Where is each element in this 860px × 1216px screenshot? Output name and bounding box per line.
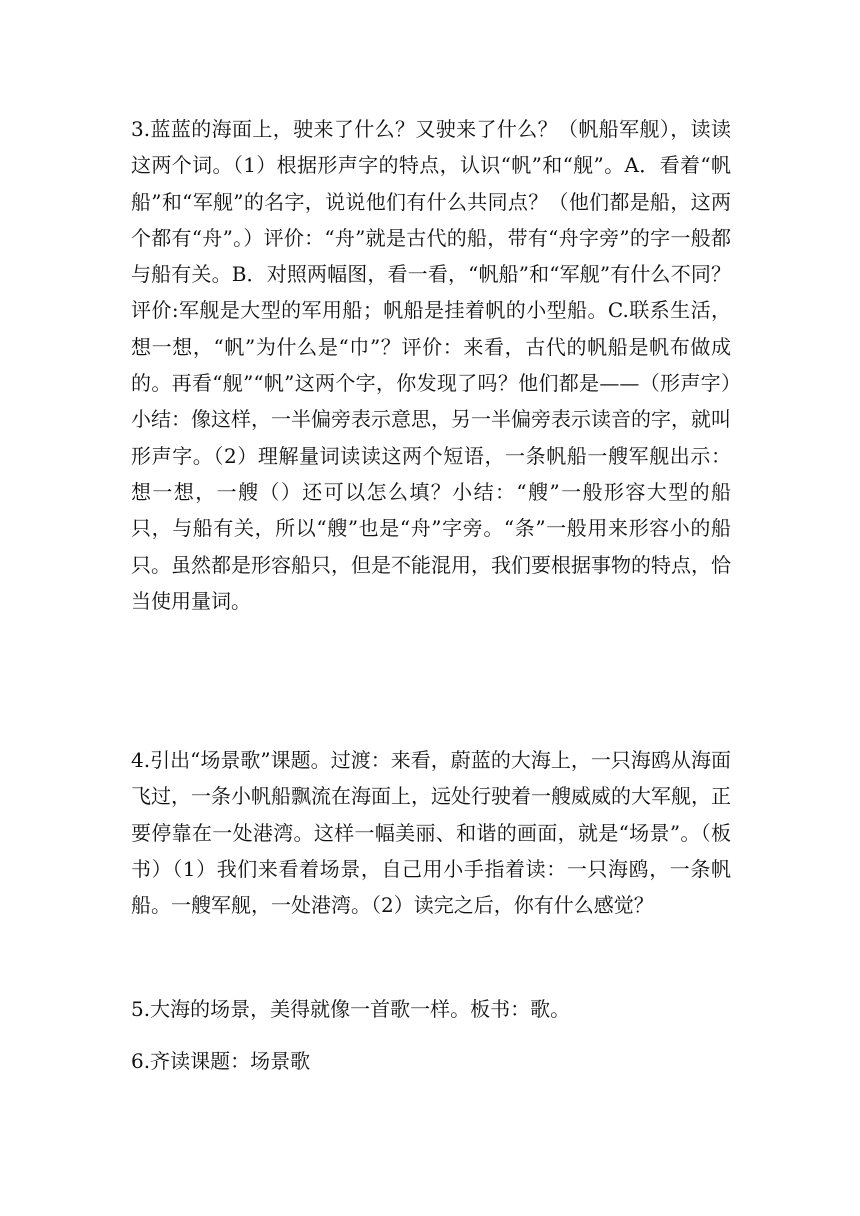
paragraph-step-4: 4.引出“场景歌”课题。过渡：来看，蔚蓝的大海上，一只海鸥从海面飞过，一条小帆船飘流在海面上，远处行驶着一艘威威的大军舰，正要停靠在一处港湾。这样一幅美丽、和谐的画面，就是“场景”。（板书）（1）我们来看着场景，自己用小手指着读：一只海鸥，一条帆船。一艘军舰，一处港湾。（2）读完之后，你有什么感觉？ — [131, 748, 731, 918]
paragraph-step-5: 5.大海的场景，美得就像一首歌一样。板书：歌。 — [131, 997, 571, 1021]
paragraph-step-3: 3.蓝蓝的海面上，驶来了什么？又驶来了什么？（帆船军舰），读读这两个词。（1）根据形声字的特点，认识“帆”和“舰”。A．看着“帆船”和“军舰”的名字，说说他们有什么共同点？（他们都是船，这两个都有“舟”。）评价：“舟”就是古代的船，带有“舟字旁”的字一般都与船有关。B．对照两幅图，看一看，“帆船”和“军舰”有什么不同？评价:军舰是大型的军用船；帆船是挂着帆的小型船。C.联系生活，想一想，“帆”为什么是“巾”？评价：来看，古代的帆船是帆布做成的。再看“舰”“帆”这两个字，你发现了吗？他们都是——（形声字）小结：像这样，一半偏旁表示意思，另一半偏旁表示读音的字，就叫形声字。（2）理解量词读读这两个短语，一条帆船一艘军舰出示：想一想，一艘（）还可以怎么填？小结：“艘”一般形容大型的船只，与船有关，所以“艘”也是“舟”字旁。“条”一般用来形容小的船只。虽然都是形容船只，但是不能混用，我们要根据事物的特点，恰当使用量词。 — [131, 117, 731, 613]
paragraph-step-6: 6.齐读课题：场景歌 — [131, 1049, 311, 1073]
